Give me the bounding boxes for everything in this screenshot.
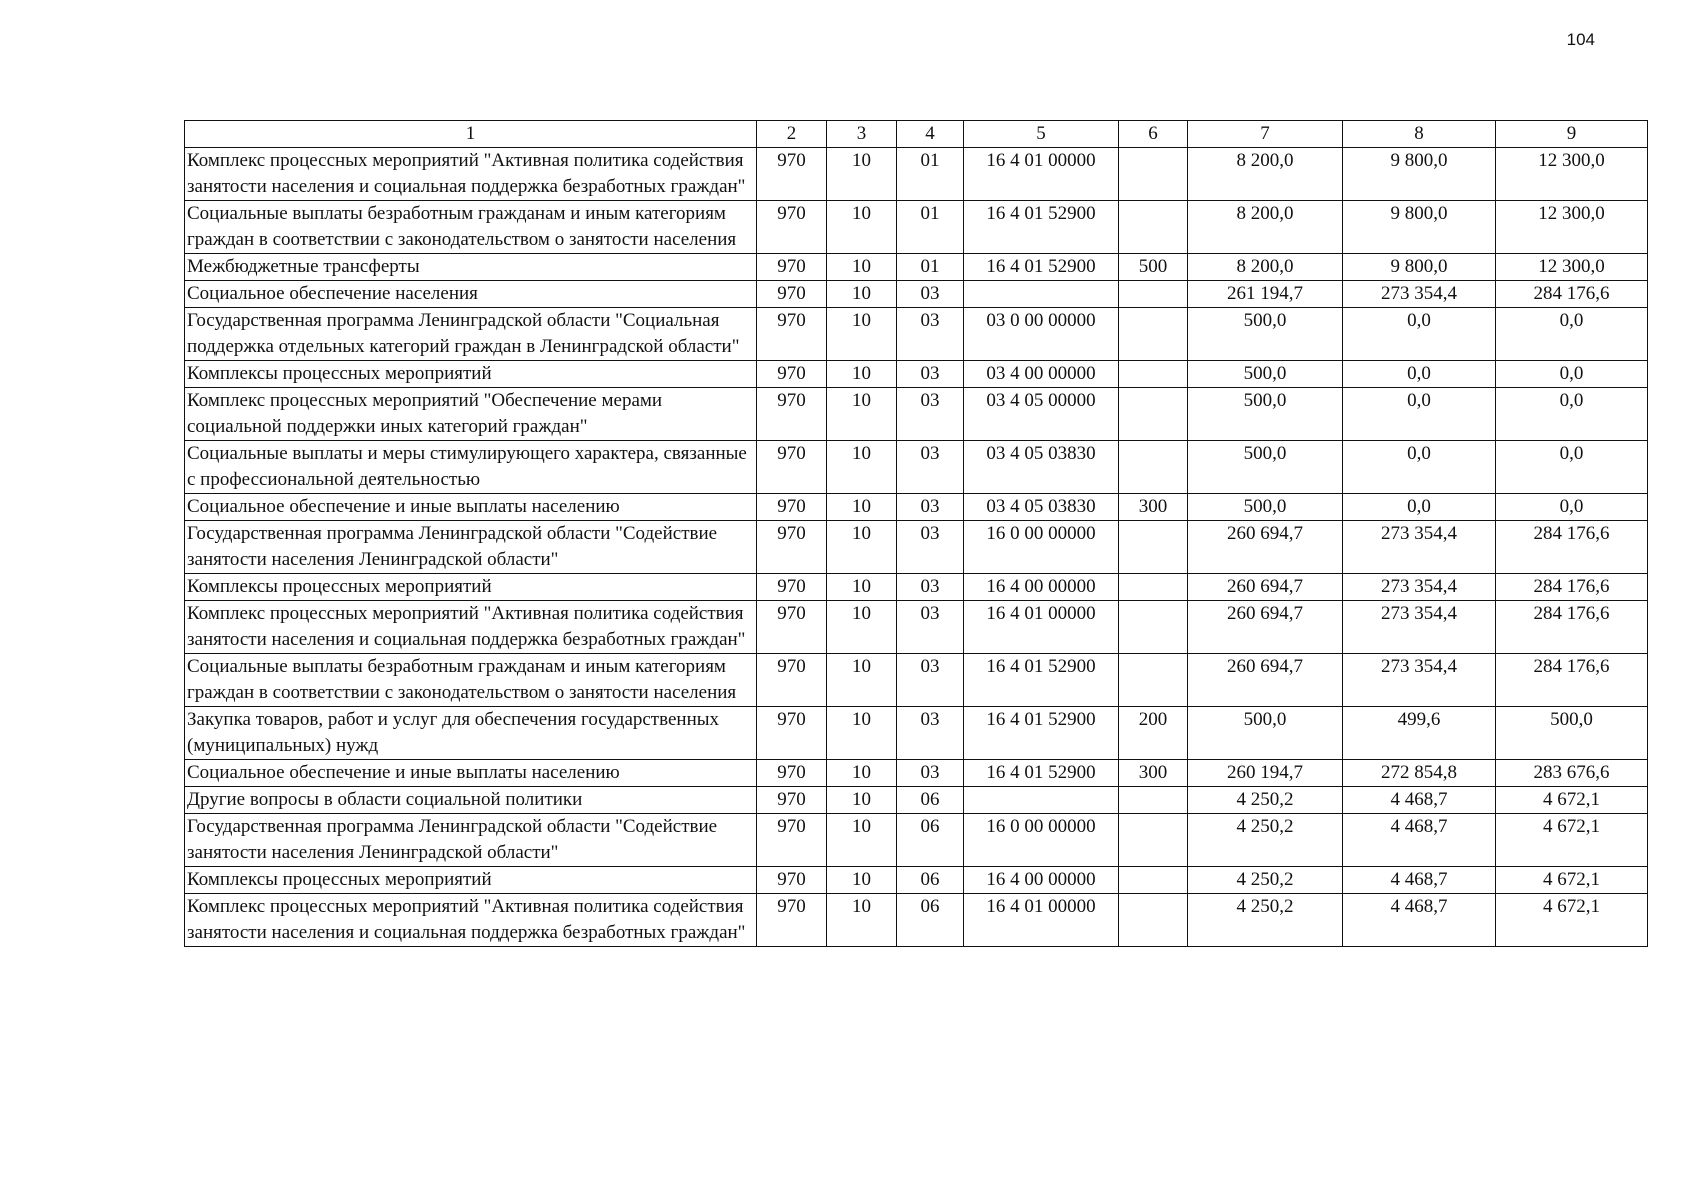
row-target-cell: 16 4 01 52900	[964, 707, 1119, 760]
table-row	[185, 574, 1648, 601]
row-sum-year3-cell: 284 176,6	[1496, 281, 1648, 308]
row-ministry-cell: 970	[757, 601, 827, 654]
row-subsection-cell: 06	[897, 894, 964, 947]
row-subsection-cell: 03	[897, 388, 964, 441]
row-target-cell: 16 0 00 00000	[964, 521, 1119, 574]
row-sum-year1-cell: 260 694,7	[1188, 574, 1343, 601]
row-sum-year1-cell: 4 250,2	[1188, 814, 1343, 867]
row-sum-year1-cell: 8 200,0	[1188, 148, 1343, 201]
row-name-cell: Комплексы процессных мероприятий	[185, 867, 757, 894]
row-expense-type-cell	[1119, 441, 1188, 494]
row-sum-year1-cell: 261 194,7	[1188, 281, 1343, 308]
header-cell: 4	[897, 121, 964, 148]
row-expense-type-cell	[1119, 361, 1188, 388]
row-expense-type-cell	[1119, 308, 1188, 361]
table-row	[185, 654, 1648, 707]
row-sum-year1-cell: 260 694,7	[1188, 521, 1343, 574]
row-sum-year3-cell: 284 176,6	[1496, 574, 1648, 601]
row-subsection-cell: 03	[897, 654, 964, 707]
row-target-cell: 16 4 01 52900	[964, 254, 1119, 281]
row-ministry-cell: 970	[757, 494, 827, 521]
table-row	[185, 361, 1648, 388]
row-subsection-cell: 06	[897, 787, 964, 814]
row-subsection-cell: 03	[897, 361, 964, 388]
row-name-cell: Социальные выплаты и меры стимулирующего характера, связанные с профессиональной деятельностью	[185, 441, 757, 494]
row-subsection-cell: 03	[897, 574, 964, 601]
header-cell: 9	[1496, 121, 1648, 148]
row-sum-year3-cell: 283 676,6	[1496, 760, 1648, 787]
row-sum-year2-cell: 9 800,0	[1343, 201, 1496, 254]
table-row	[185, 707, 1648, 760]
table-row	[185, 254, 1648, 281]
header-cell: 1	[185, 121, 757, 148]
row-name-cell: Другие вопросы в области социальной политики	[185, 787, 757, 814]
row-sum-year2-cell: 4 468,7	[1343, 867, 1496, 894]
row-section-cell: 10	[827, 281, 897, 308]
row-sum-year2-cell: 4 468,7	[1343, 894, 1496, 947]
row-ministry-cell: 970	[757, 707, 827, 760]
row-section-cell: 10	[827, 441, 897, 494]
row-sum-year2-cell: 4 468,7	[1343, 814, 1496, 867]
row-subsection-cell: 06	[897, 814, 964, 867]
row-ministry-cell: 970	[757, 787, 827, 814]
row-expense-type-cell	[1119, 654, 1188, 707]
row-sum-year3-cell: 0,0	[1496, 308, 1648, 361]
row-sum-year1-cell: 260 694,7	[1188, 654, 1343, 707]
row-target-cell: 16 4 00 00000	[964, 867, 1119, 894]
row-target-cell: 03 4 05 00000	[964, 388, 1119, 441]
row-target-cell	[964, 787, 1119, 814]
row-expense-type-cell	[1119, 787, 1188, 814]
row-subsection-cell: 03	[897, 281, 964, 308]
row-sum-year3-cell: 4 672,1	[1496, 867, 1648, 894]
row-sum-year2-cell: 273 354,4	[1343, 574, 1496, 601]
row-sum-year1-cell: 260 694,7	[1188, 601, 1343, 654]
row-sum-year1-cell: 4 250,2	[1188, 894, 1343, 947]
row-ministry-cell: 970	[757, 760, 827, 787]
row-section-cell: 10	[827, 308, 897, 361]
header-cell: 2	[757, 121, 827, 148]
row-name-cell: Межбюджетные трансферты	[185, 254, 757, 281]
row-sum-year3-cell: 4 672,1	[1496, 894, 1648, 947]
row-sum-year2-cell: 272 854,8	[1343, 760, 1496, 787]
row-subsection-cell: 03	[897, 494, 964, 521]
budget-table	[184, 120, 1648, 947]
row-sum-year3-cell: 0,0	[1496, 388, 1648, 441]
row-sum-year3-cell: 12 300,0	[1496, 254, 1648, 281]
table-row	[185, 441, 1648, 494]
row-sum-year2-cell: 499,6	[1343, 707, 1496, 760]
row-subsection-cell: 03	[897, 308, 964, 361]
row-sum-year2-cell: 0,0	[1343, 388, 1496, 441]
table-row	[185, 601, 1648, 654]
row-subsection-cell: 01	[897, 201, 964, 254]
row-expense-type-cell	[1119, 894, 1188, 947]
row-sum-year3-cell: 500,0	[1496, 707, 1648, 760]
row-sum-year3-cell: 0,0	[1496, 441, 1648, 494]
row-name-cell: Комплекс процессных мероприятий "Активная политика содействия занятости населения и социальная поддержка безработных граждан"	[185, 894, 757, 947]
row-ministry-cell: 970	[757, 574, 827, 601]
table-row	[185, 388, 1648, 441]
table-row	[185, 494, 1648, 521]
row-subsection-cell: 03	[897, 707, 964, 760]
row-expense-type-cell	[1119, 148, 1188, 201]
table-row	[185, 201, 1648, 254]
row-expense-type-cell: 200	[1119, 707, 1188, 760]
table-row	[185, 894, 1648, 947]
row-section-cell: 10	[827, 254, 897, 281]
row-subsection-cell: 01	[897, 254, 964, 281]
row-subsection-cell: 03	[897, 521, 964, 574]
row-sum-year2-cell: 0,0	[1343, 361, 1496, 388]
row-target-cell: 16 4 01 52900	[964, 654, 1119, 707]
row-name-cell: Комплексы процессных мероприятий	[185, 574, 757, 601]
row-target-cell	[964, 281, 1119, 308]
row-target-cell: 03 0 00 00000	[964, 308, 1119, 361]
row-expense-type-cell	[1119, 867, 1188, 894]
row-sum-year2-cell: 273 354,4	[1343, 521, 1496, 574]
row-section-cell: 10	[827, 574, 897, 601]
table-row	[185, 521, 1648, 574]
row-name-cell: Социальное обеспечение населения	[185, 281, 757, 308]
row-section-cell: 10	[827, 760, 897, 787]
row-subsection-cell: 03	[897, 441, 964, 494]
row-ministry-cell: 970	[757, 867, 827, 894]
row-section-cell: 10	[827, 787, 897, 814]
row-name-cell: Государственная программа Ленинградской области "Содействие занятости населения Ленинградской области"	[185, 521, 757, 574]
row-sum-year2-cell: 0,0	[1343, 441, 1496, 494]
row-name-cell: Государственная программа Ленинградской области "Социальная поддержка отдельных категорий граждан в Ленинградской области"	[185, 308, 757, 361]
row-sum-year2-cell: 9 800,0	[1343, 148, 1496, 201]
row-sum-year2-cell: 273 354,4	[1343, 654, 1496, 707]
header-cell: 5	[964, 121, 1119, 148]
row-sum-year2-cell: 0,0	[1343, 494, 1496, 521]
row-sum-year2-cell: 0,0	[1343, 308, 1496, 361]
row-sum-year3-cell: 284 176,6	[1496, 521, 1648, 574]
row-ministry-cell: 970	[757, 654, 827, 707]
table-row	[185, 148, 1648, 201]
row-section-cell: 10	[827, 814, 897, 867]
table-row	[185, 814, 1648, 867]
row-sum-year1-cell: 500,0	[1188, 308, 1343, 361]
row-target-cell: 16 4 01 52900	[964, 760, 1119, 787]
row-section-cell: 10	[827, 388, 897, 441]
row-name-cell: Комплекс процессных мероприятий "Активная политика содействия занятости населения и социальная поддержка безработных граждан"	[185, 601, 757, 654]
row-sum-year1-cell: 500,0	[1188, 361, 1343, 388]
row-sum-year3-cell: 284 176,6	[1496, 601, 1648, 654]
row-expense-type-cell	[1119, 574, 1188, 601]
table-row	[185, 760, 1648, 787]
row-ministry-cell: 970	[757, 254, 827, 281]
header-cell: 8	[1343, 121, 1496, 148]
row-expense-type-cell	[1119, 814, 1188, 867]
row-ministry-cell: 970	[757, 148, 827, 201]
row-name-cell: Комплекс процессных мероприятий "Обеспечение мерами социальной поддержки иных категорий граждан"	[185, 388, 757, 441]
row-expense-type-cell: 500	[1119, 254, 1188, 281]
row-name-cell: Комплексы процессных мероприятий	[185, 361, 757, 388]
row-expense-type-cell: 300	[1119, 760, 1188, 787]
row-name-cell: Государственная программа Ленинградской области "Содействие занятости населения Ленинградской области"	[185, 814, 757, 867]
row-section-cell: 10	[827, 707, 897, 760]
row-expense-type-cell	[1119, 601, 1188, 654]
row-sum-year3-cell: 4 672,1	[1496, 814, 1648, 867]
row-section-cell: 10	[827, 148, 897, 201]
row-name-cell: Закупка товаров, работ и услуг для обеспечения государственных (муниципальных) нужд	[185, 707, 757, 760]
row-section-cell: 10	[827, 894, 897, 947]
row-section-cell: 10	[827, 521, 897, 574]
table-row	[185, 867, 1648, 894]
page-number: 104	[1566, 30, 1595, 49]
row-ministry-cell: 970	[757, 388, 827, 441]
row-ministry-cell: 970	[757, 281, 827, 308]
row-section-cell: 10	[827, 654, 897, 707]
row-name-cell: Социальное обеспечение и иные выплаты населению	[185, 760, 757, 787]
table-body	[185, 148, 1648, 947]
row-sum-year1-cell: 260 194,7	[1188, 760, 1343, 787]
row-sum-year1-cell: 500,0	[1188, 494, 1343, 521]
row-name-cell: Комплекс процессных мероприятий "Активная политика содействия занятости населения и социальная поддержка безработных граждан"	[185, 148, 757, 201]
table-header	[185, 121, 1648, 148]
row-sum-year1-cell: 500,0	[1188, 707, 1343, 760]
row-ministry-cell: 970	[757, 361, 827, 388]
row-subsection-cell: 03	[897, 760, 964, 787]
row-ministry-cell: 970	[757, 308, 827, 361]
row-section-cell: 10	[827, 494, 897, 521]
header-row	[185, 121, 1648, 148]
row-sum-year1-cell: 4 250,2	[1188, 787, 1343, 814]
row-sum-year3-cell: 12 300,0	[1496, 148, 1648, 201]
header-cell: 3	[827, 121, 897, 148]
table-row	[185, 308, 1648, 361]
row-name-cell: Социальное обеспечение и иные выплаты населению	[185, 494, 757, 521]
row-sum-year2-cell: 4 468,7	[1343, 787, 1496, 814]
row-target-cell: 16 4 01 00000	[964, 148, 1119, 201]
row-sum-year1-cell: 4 250,2	[1188, 867, 1343, 894]
row-name-cell: Социальные выплаты безработным гражданам и иным категориям граждан в соответствии с законодательством о занятости населения	[185, 654, 757, 707]
row-ministry-cell: 970	[757, 441, 827, 494]
row-subsection-cell: 03	[897, 601, 964, 654]
row-ministry-cell: 970	[757, 814, 827, 867]
row-sum-year2-cell: 273 354,4	[1343, 601, 1496, 654]
table-row	[185, 281, 1648, 308]
row-expense-type-cell	[1119, 388, 1188, 441]
row-section-cell: 10	[827, 601, 897, 654]
row-sum-year3-cell: 12 300,0	[1496, 201, 1648, 254]
row-section-cell: 10	[827, 361, 897, 388]
row-expense-type-cell	[1119, 201, 1188, 254]
row-target-cell: 03 4 05 03830	[964, 494, 1119, 521]
row-target-cell: 03 4 05 03830	[964, 441, 1119, 494]
row-target-cell: 16 4 01 00000	[964, 894, 1119, 947]
row-sum-year2-cell: 273 354,4	[1343, 281, 1496, 308]
row-expense-type-cell	[1119, 521, 1188, 574]
row-ministry-cell: 970	[757, 894, 827, 947]
row-target-cell: 03 4 00 00000	[964, 361, 1119, 388]
header-cell: 7	[1188, 121, 1343, 148]
row-sum-year1-cell: 8 200,0	[1188, 201, 1343, 254]
row-sum-year3-cell: 0,0	[1496, 494, 1648, 521]
row-target-cell: 16 4 01 00000	[964, 601, 1119, 654]
row-target-cell: 16 4 01 52900	[964, 201, 1119, 254]
row-target-cell: 16 0 00 00000	[964, 814, 1119, 867]
row-sum-year1-cell: 500,0	[1188, 441, 1343, 494]
row-subsection-cell: 06	[897, 867, 964, 894]
row-target-cell: 16 4 00 00000	[964, 574, 1119, 601]
row-sum-year1-cell: 8 200,0	[1188, 254, 1343, 281]
row-sum-year3-cell: 4 672,1	[1496, 787, 1648, 814]
row-sum-year2-cell: 9 800,0	[1343, 254, 1496, 281]
row-ministry-cell: 970	[757, 201, 827, 254]
row-section-cell: 10	[827, 201, 897, 254]
row-name-cell: Социальные выплаты безработным гражданам и иным категориям граждан в соответствии с законодательством о занятости населения	[185, 201, 757, 254]
row-section-cell: 10	[827, 867, 897, 894]
row-sum-year3-cell: 284 176,6	[1496, 654, 1648, 707]
row-subsection-cell: 01	[897, 148, 964, 201]
row-expense-type-cell: 300	[1119, 494, 1188, 521]
row-sum-year3-cell: 0,0	[1496, 361, 1648, 388]
row-ministry-cell: 970	[757, 521, 827, 574]
row-sum-year1-cell: 500,0	[1188, 388, 1343, 441]
table-row	[185, 787, 1648, 814]
row-expense-type-cell	[1119, 281, 1188, 308]
header-cell: 6	[1119, 121, 1188, 148]
